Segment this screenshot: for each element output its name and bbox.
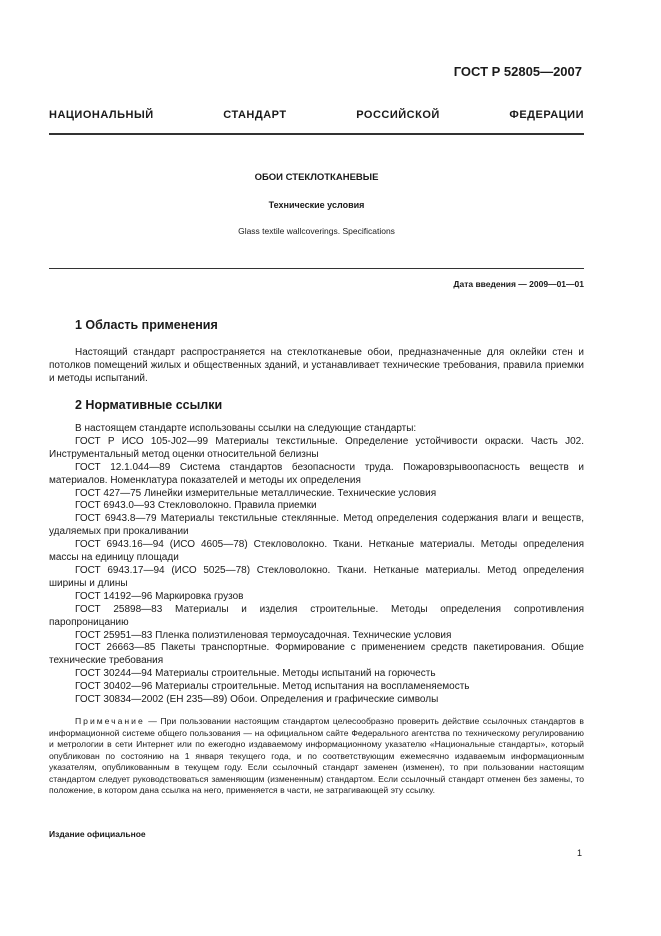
title-rule (49, 268, 584, 269)
note-paragraph (49, 716, 584, 797)
reference-item: ГОСТ 14192—96 Маркировка грузов (75, 590, 244, 602)
reference-item: ГОСТ 12.1.044—89 Система стандартов безопасности труда. Пожаровзрывоопасность веществ и материалов. Номенклатура показателей и методы их определения (49, 461, 584, 486)
section-1-text: Настоящий стандарт распространяется на стеклотканевые обои, предназначенные для оклейки стен и потолков помещений жилых и общественных зданий, и устанавливает технические требования, правила приемки и методы испытаний. (49, 347, 584, 385)
reference-item: ГОСТ 26663—85 Пакеты транспортные. Формирование с применением средств пакетирования. Общие технические требования (49, 642, 584, 667)
references-list (49, 423, 584, 707)
note-text: — При пользовании настоящим стандартом целесообразно проверить действие ссылочных стандартов в информационной системе общего пользования — на официальном сайте Федерального агентства по техническому регулированию и метрологии в сети Интернет или по ежегодно издаваемому информационному указателю «Национальные стандарты», который опубликован по состоянию на 1 января текущего года, и по соответствующим ежемесячно издаваемым информационным указателям, опубликованным в текущем году. Если ссылочный стандарт заменен (изменен), то при пользовании настоящим стандартом следует руководствоваться заменяющим (измененным) стандартом. Если ссылочный стандарт отменен без замены, то положение, в котором дана ссылка на него, применяется в части, не затрагивающей эту ссылку. (49, 716, 584, 795)
reference-item: ГОСТ 6943.17—94 (ИСО 5025—78) Стекловолокно. Ткани. Нетканые материалы. Метод определения ширины и длины (49, 564, 584, 589)
reference-item: ГОСТ 427—75 Линейки измерительные металлические. Технические условия (75, 487, 437, 499)
reference-item: ГОСТ 6943.8—79 Материалы текстильные стеклянные. Метод определения содержания влаги и веществ, удаляемых при прокаливании (49, 513, 584, 538)
section-2-heading: 2 Нормативные ссылки (75, 398, 223, 412)
introduction-date: Дата введения — 2009—01—01 (453, 279, 584, 289)
reference-item: ГОСТ 6943.0—93 Стекловолокно. Правила приемки (75, 500, 317, 512)
document-subtitle: Технические условия (268, 200, 365, 210)
reference-item: ГОСТ 30244—94 Материалы строительные. Методы испытаний на горючесть (75, 668, 436, 680)
edition-label: Издание официальное (49, 829, 146, 839)
section-1-heading: 1 Область применения (75, 318, 218, 332)
reference-item: ГОСТ 25898—83 Материалы и изделия строительные. Методы определения сопротивления паропроницанию (49, 603, 584, 628)
reference-item: ГОСТ 30402—96 Материалы строительные. Метод испытания на воспламеняемость (75, 681, 470, 693)
references-intro: В настоящем стандарте использованы ссылки на следующие стандарты: (75, 423, 417, 434)
document-code: ГОСТ Р 52805—2007 (453, 64, 582, 79)
note-label: Примечание (75, 716, 145, 726)
reference-item: ГОСТ 30834—2002 (ЕН 235—89) Обои. Определения и графические символы (75, 694, 439, 706)
banner-rule (49, 133, 584, 135)
reference-item: ГОСТ 25951—83 Пленка полиэтиленовая термоусадочная. Технические условия (75, 629, 452, 641)
document-title: ОБОИ СТЕКЛОТКАНЕВЫЕ (254, 172, 379, 183)
english-title: Glass textile wallcoverings. Specifications (238, 226, 395, 236)
reference-item: ГОСТ Р ИСО 105-J02—99 Материалы текстильные. Определение устойчивости окраски. Часть J02. Инструментальный метод оценки относительной белизны (49, 435, 584, 460)
standard-banner: НАЦИОНАЛЬНЫЙ СТАНДАРТ РОССИЙСКОЙ ФЕДЕРАЦИИ (49, 109, 584, 121)
note-block (49, 716, 584, 797)
reference-item: ГОСТ 6943.16—94 (ИСО 4605—78) Стекловолокно. Ткани. Нетканые материалы. Методы определения массы на единицу площади (49, 539, 584, 564)
page-number: 1 (576, 848, 582, 858)
